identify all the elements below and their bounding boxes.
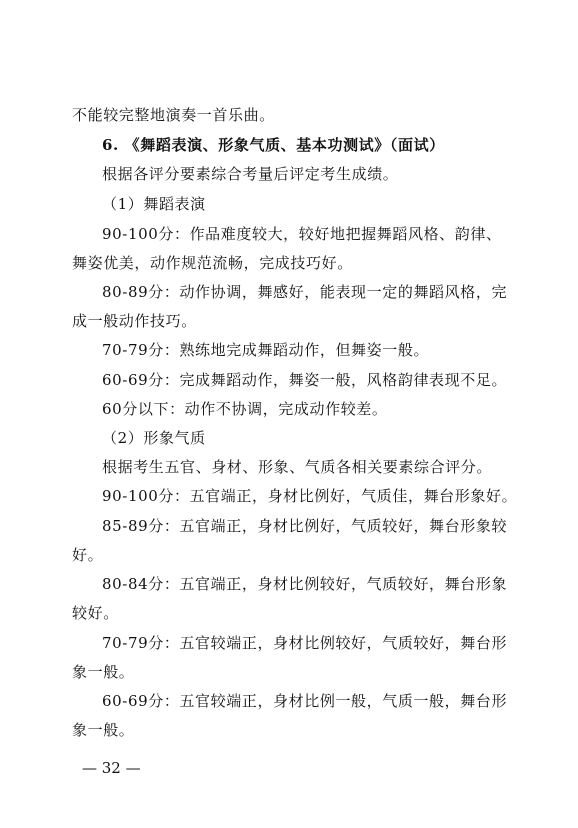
text-line-9: 70-79分：熟练地完成舞蹈动作，但舞姿一般。 <box>102 341 430 359</box>
text-line-18: 较好。 <box>72 604 119 622</box>
text-line-13: 根据考生五官、身材、形象、气质各相关要素综合评分。 <box>102 458 493 476</box>
text-line-21: 60-69分：五官较端正，身材比例一般，气质一般，舞台形 <box>102 692 508 710</box>
text-line-8: 成一般动作技巧。 <box>72 312 197 330</box>
text-line-17: 80-84分：五官端正，身材比例较好，气质较好，舞台形象 <box>102 575 508 593</box>
subsection-heading-image: （2）形象气质 <box>102 429 206 447</box>
subsection-heading-dance: （1）舞蹈表演 <box>102 195 206 213</box>
text-line-6: 舞姿优美，动作规范流畅，完成技巧好。 <box>72 254 353 272</box>
text-line-1: 不能较完整地演奏一首乐曲。 <box>72 106 275 124</box>
text-line-15: 85-89分：五官端正，身材比例好，气质较好，舞台形象较 <box>102 517 508 535</box>
section-heading: 6. 《舞蹈表演、形象气质、基本功测试》（面试） <box>102 136 445 154</box>
text-line-11: 60分以下：动作不协调，完成动作较差。 <box>102 400 388 418</box>
text-line-7: 80-89分：动作协调，舞感好，能表现一定的舞蹈风格，完 <box>102 283 508 301</box>
page-number: — 32 — <box>82 759 141 777</box>
text-line-5: 90-100分：作品难度较大，较好地把握舞蹈风格、韵律、 <box>102 225 502 243</box>
text-line-19: 70-79分：五官较端正，身材比例较好，气质较好，舞台形 <box>102 634 508 652</box>
text-line-10: 60-69分：完成舞蹈动作，舞姿一般，风格韵律表现不足。 <box>102 371 508 389</box>
text-line-20: 象一般。 <box>72 663 135 681</box>
text-line-14: 90-100分：五官端正，身材比例好，气质佳，舞台形象好。 <box>102 487 518 505</box>
text-line-16: 好。 <box>72 546 104 564</box>
text-line-3: 根据各评分要素综合考量后评定考生成绩。 <box>102 165 399 183</box>
text-line-22: 象一般。 <box>72 721 135 739</box>
